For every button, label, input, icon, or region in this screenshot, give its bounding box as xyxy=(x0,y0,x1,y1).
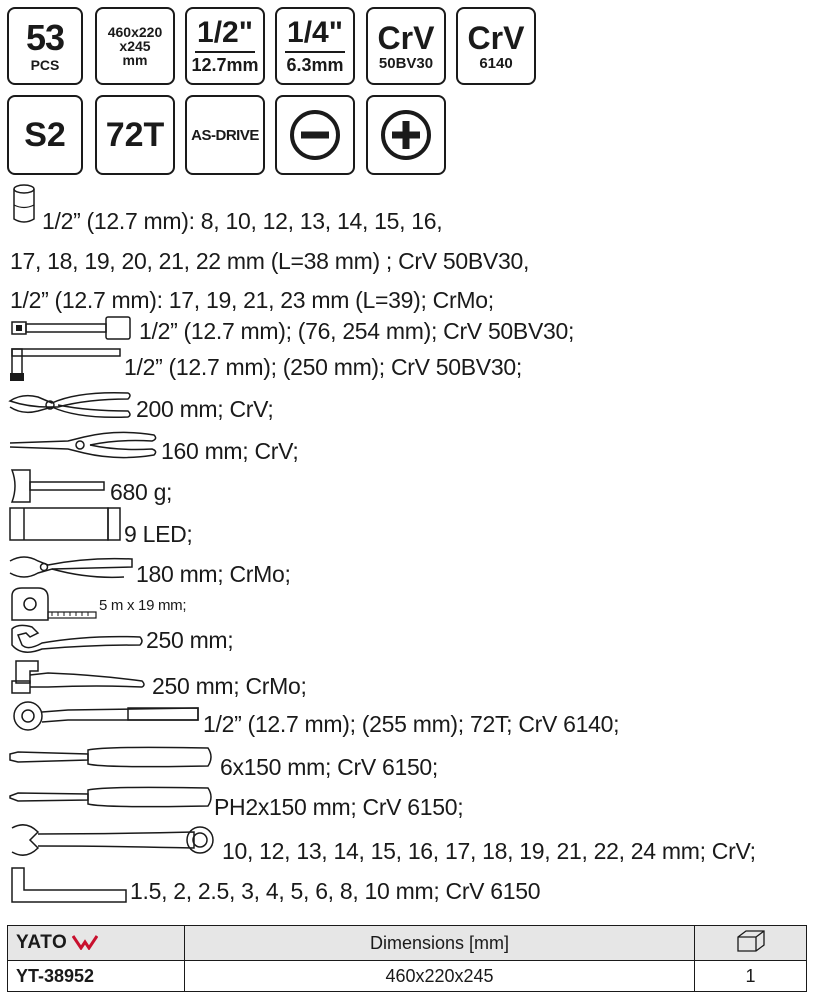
dimensions-header: Dimensions [mm] xyxy=(185,926,695,961)
half-inch-value: 1/2" xyxy=(195,18,256,53)
half-inch-mm: 12.7mm xyxy=(191,55,259,75)
combination-wrench-spec: 10, 12, 13, 14, 15, 16, 17, 18, 19, 21, 22, 24 mm; CrV; xyxy=(222,838,756,864)
led-torch-spec: 9 LED; xyxy=(124,521,193,547)
flat-screwdriver-icon xyxy=(8,744,216,770)
hammer-spec: 680 g; xyxy=(110,479,173,505)
table-header-row xyxy=(8,926,807,961)
long-nose-pliers-spec: 160 mm; CrV; xyxy=(161,438,299,464)
sockets-line-2: 17, 18, 19, 20, 21, 22 mm (L=38 mm) ; CrV 50BV30, xyxy=(10,248,530,274)
tape-measure-spec: 5 m x 19 mm; xyxy=(99,597,187,614)
quarter-inch-mm: 6.3mm xyxy=(286,55,344,75)
72t-badge xyxy=(95,95,175,175)
phillips-screwdriver-icon xyxy=(8,784,216,810)
dimensions-line-1: 460x220 xyxy=(107,24,163,40)
sockets-line-1: 1/2” (12.7 mm): 8, 10, 12, 13, 14, 15, 16, xyxy=(42,208,443,234)
t-bar-spec: 1/2” (12.7 mm); (250 mm); CrV 50BV30; xyxy=(124,354,522,380)
pcs-badge xyxy=(7,7,83,85)
pcs-label: PCS xyxy=(30,57,60,73)
brand-cell xyxy=(8,926,185,961)
half-inch-badge xyxy=(185,7,265,85)
crv-50bv30-badge xyxy=(366,7,446,85)
combination-wrench-icon xyxy=(8,822,216,860)
brand-logo-icon xyxy=(72,934,98,950)
as-drive-label: AS-DRIVE xyxy=(191,126,259,144)
crv-50bv30-title: CrV xyxy=(377,19,435,56)
ratchet-spec: 1/2” (12.7 mm); (255 mm); 72T; CrV 6140; xyxy=(203,711,620,737)
product-table xyxy=(7,925,807,992)
table-row xyxy=(8,961,807,992)
adjustable-wrench-icon xyxy=(8,623,144,655)
hex-keys-spec: 1.5, 2, 2.5, 3, 4, 5, 6, 8, 10 mm; CrV 6150 xyxy=(130,878,541,904)
product-dimensions: 460x220x245 xyxy=(185,961,695,992)
crv-6140-title: CrV xyxy=(467,19,525,56)
box-header-cell xyxy=(695,926,807,961)
pipe-wrench-icon xyxy=(8,659,148,695)
hex-key-icon xyxy=(8,864,128,906)
long-nose-pliers-icon xyxy=(8,425,158,465)
dimensions-line-3: mm xyxy=(122,52,148,68)
pcs-count: 53 xyxy=(25,17,65,58)
extension-bar-icon xyxy=(10,314,134,342)
as-drive-badge xyxy=(185,95,265,175)
phillips-screw-icon xyxy=(378,107,434,163)
tape-measure-icon xyxy=(8,586,98,622)
box-icon xyxy=(736,929,766,953)
72t-label: 72T xyxy=(105,116,165,154)
product-code: YT-38952 xyxy=(8,961,185,992)
s2-badge xyxy=(7,95,83,175)
crv-6140-badge xyxy=(456,7,536,85)
sockets-line-3: 1/2” (12.7 mm): 17, 19, 21, 23 mm (L=39); CrMo; xyxy=(10,287,494,313)
crv-6140-grade: 6140 xyxy=(479,54,513,72)
s2-label: S2 xyxy=(24,116,66,154)
extension-bar-spec: 1/2” (12.7 mm); (76, 254 mm); CrV 50BV30; xyxy=(139,318,575,344)
slotted-screw-icon xyxy=(287,107,343,163)
locking-pliers-spec: 180 mm; CrMo; xyxy=(136,561,291,587)
phillips-badge xyxy=(366,95,446,175)
flat-screwdriver-spec: 6x150 mm; CrV 6150; xyxy=(220,754,439,780)
locking-pliers-icon xyxy=(8,549,136,585)
t-bar-icon xyxy=(8,345,122,383)
product-quantity: 1 xyxy=(695,961,807,992)
crv-50bv30-grade: 50BV30 xyxy=(378,54,434,72)
dimensions-line-2: x245 xyxy=(119,38,151,54)
hammer-icon xyxy=(8,468,106,504)
socket-icon xyxy=(8,183,40,227)
brand-logo-text: YATO xyxy=(16,932,68,953)
phillips-screwdriver-spec: PH2x150 mm; CrV 6150; xyxy=(214,794,464,820)
pipe-wrench-spec: 250 mm; CrMo; xyxy=(152,673,307,699)
quarter-inch-badge xyxy=(275,7,355,85)
combination-pliers-icon xyxy=(8,385,134,425)
adjustable-wrench-spec: 250 mm; xyxy=(146,627,234,653)
ratchet-icon xyxy=(8,698,200,738)
dimensions-badge xyxy=(95,7,175,85)
combination-pliers-spec: 200 mm; CrV; xyxy=(136,396,274,422)
quarter-inch-value: 1/4" xyxy=(285,18,346,53)
slotted-badge xyxy=(275,95,355,175)
led-torch-icon xyxy=(8,506,122,542)
